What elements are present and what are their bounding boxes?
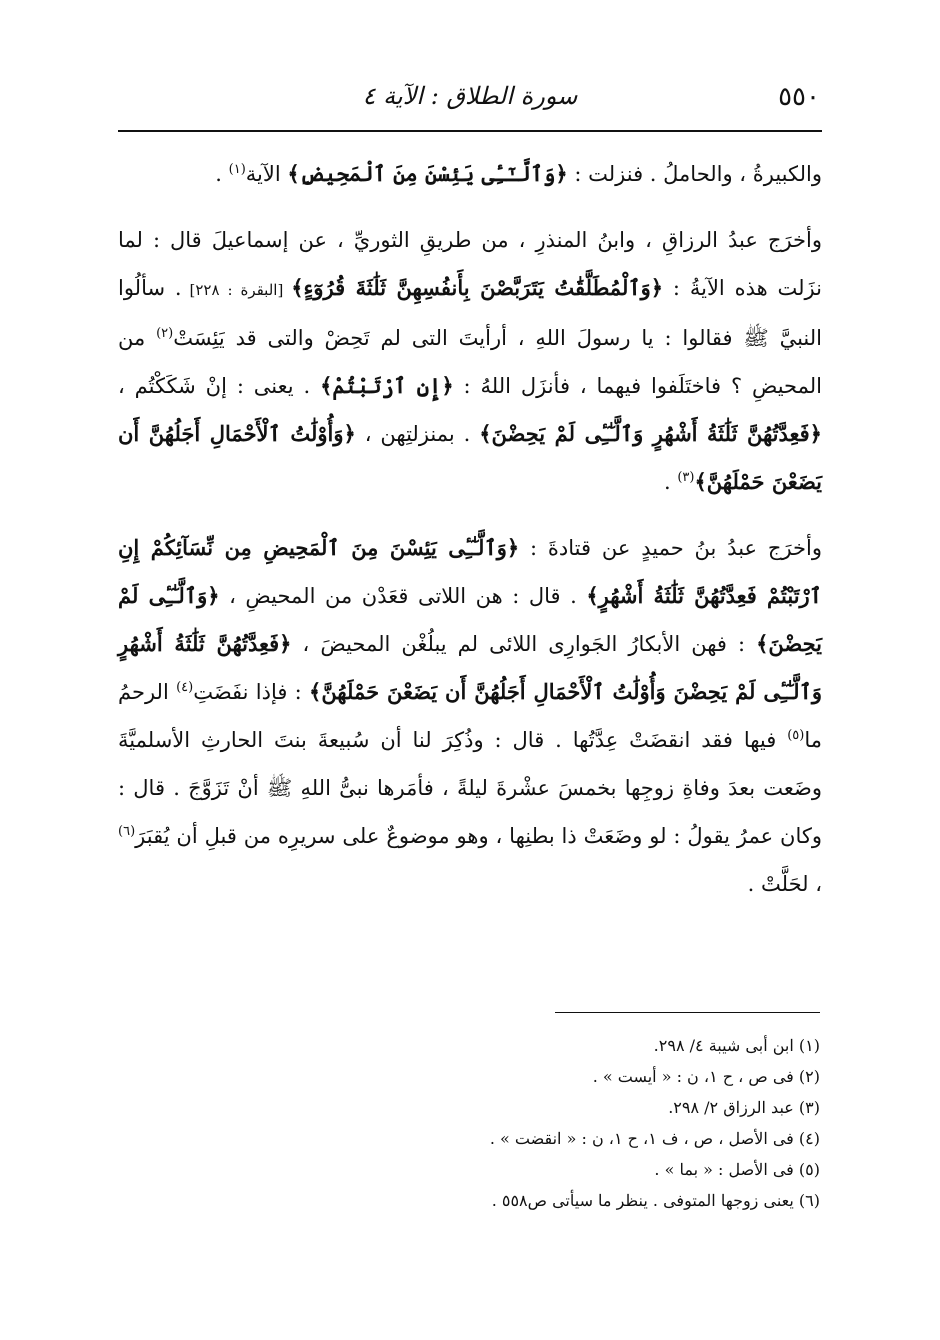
quran-quote: ﴿وَأُوْلَٰتُ ٱلْأَحْمَالِ أَجَلُهُنَّ أَن يَضَعْنَ حَمْلَهُنَّ﴾ [118, 421, 822, 494]
footnote-6: (٦) يعنى زوجها المتوفى . ينظر ما سيأتى ص٥٥٨ . [491, 1191, 820, 1210]
footnotes [120, 1030, 820, 1216]
footnote-marker: (٣) [677, 470, 695, 485]
paragraph-1 [118, 150, 822, 198]
quran-quote: ﴿فَعِدَّتُهُنَّ ثَلَٰثَةُ أَشْهُرٍ وَٱلَّـٰٓـِٔى لَمْ يَحِضْنَ﴾ [479, 421, 822, 446]
running-title: سورة الطلاق : الآية ٤ [362, 82, 578, 110]
text: من المحيضِ ؟ فاختَلَفوا فيهما ، فأنزَل اللهُ : [118, 326, 822, 398]
footnote-marker: (٦) [118, 824, 136, 839]
footnote-2: (٢) فى ص ، ح ١، ن : « أيست » . [592, 1067, 820, 1086]
quran-quote: ﴿وَٱلَّـٰٓـِٔى يَئِسْنَ مِنَ ٱلْمَحِيضِ﴾ [287, 161, 568, 186]
text: والكبيرةُ ، والحاملُ . فنزلت : [567, 162, 822, 186]
text: فيها فقد انقضَتْ عِدَّتُها . قال : وذُكِرَ لنا أن سُبيعةَ بنتَ الحارثِ الأسلميَّةَ وضَعت بعدَ وفاةِ زوجِها بخمسَ عشْرةَ ليلةً ، فأمَرها نبىُّ اللهِ ﷺ أنْ تَزَوَّجَ . قال : وكان عمرُ يقولُ : لو وضَعَتْ ذا بطنِها ، وهو موضوعٌ على سريرِه من قبلِ أن يُقبَرَ [118, 728, 822, 848]
text: : فإذا نفَضَتِ [193, 680, 310, 704]
footnote-3: (٣) عبد الرزاق ٢/ ٢٩٨. [668, 1098, 820, 1117]
text: . قال : هن اللاتى قعَدْن من المحيضِ ، [219, 584, 587, 608]
quran-quote: ﴿إِنِ ٱرْتَبْتُمْ﴾ [320, 373, 454, 398]
text: . سألُوا النبيَّ ﷺ فقالوا : يا رسولَ اللهِ ، أرأيتَ التى لم تَحِضْ والتى قد يَئِسَتْ [118, 276, 822, 350]
page-number: ٥٥٠ [778, 82, 820, 112]
quran-quote: ﴿وَٱلَّـٰٓـِٔى يَئِسْنَ مِنَ ٱلْمَحِيضِ مِن نِّسَآئِكُمْ إِنِ ٱرْتَبْتُمْ فَعِدَّتُهُنَّ ثَلَٰثَةُ أَشْهُرٍ﴾ [118, 535, 822, 608]
text: . يعنى : إنْ شَكَكْتُم ، [118, 374, 321, 398]
text: الآية [245, 162, 288, 186]
footnote-marker: (٢) [156, 326, 174, 341]
footnote-1: (١) ابن أبى شيبة ٤/ ٢٩٨. [653, 1036, 820, 1055]
paragraph-2 [118, 216, 822, 506]
verse-reference: [البقرة : ٢٢٨] [181, 281, 292, 299]
text: الرحمُ ما [118, 680, 822, 752]
quran-quote: ﴿وَٱلَّـٰٓـِٔى لَمْ يَحِضْنَ﴾ [118, 583, 822, 656]
text: . [215, 162, 229, 186]
text: وأخرَج عبدُ بنُ حميدٍ عن قتادةَ : [519, 536, 822, 560]
footnote-marker: (٥) [787, 728, 805, 743]
main-text [118, 150, 822, 908]
page-header [120, 80, 820, 120]
footnote-marker: (١) [228, 162, 246, 177]
footnote-4: (٤) فى الأصل ، ص ، ف ١، ح ١، ن : « انقضت » . [489, 1129, 820, 1148]
paragraph-gap [118, 198, 822, 216]
footnote-rule [555, 1012, 820, 1013]
text: ، لحَلَّتْ . [747, 872, 822, 896]
quran-quote: ﴿وَٱلْمُطَلَّقَٰتُ يَتَرَبَّصْنَ بِأَنفُسِهِنَّ ثَلَٰثَةَ قُرُوٓءٍ﴾ [291, 275, 664, 300]
paragraph-3 [118, 524, 822, 908]
footnote-5: (٥) فى الأصل : « بما » . [654, 1160, 820, 1179]
text: وأخرَج عبدُ الرزاقِ ، وابنُ المنذرِ ، من طريقِ الثوريِّ ، عن إسماعيلَ قال : لما نزَلت هذه الآيةُ : [118, 228, 822, 300]
header-rule [118, 130, 822, 132]
paragraph-gap [118, 506, 822, 524]
footnote-marker: (٤) [176, 680, 194, 695]
text: . [663, 470, 678, 494]
text: : فهن الأبكارُ الجَوارِى اللائى لم يبلُغْن المحيضَ ، [291, 632, 757, 656]
text: . بمنزلتِهن ، [355, 422, 480, 446]
quran-quote: ﴿فَعِدَّتُهُنَّ ثَلَٰثَةُ أَشْهُرٍ وَٱلَّـٰٓـِٔى لَمْ يَحِضْنَ وَأُوْلَٰتُ ٱلْأَحْمَالِ أَجَلُهُنَّ أَن يَضَعْنَ حَمْلَهُنَّ﴾ [118, 631, 823, 704]
